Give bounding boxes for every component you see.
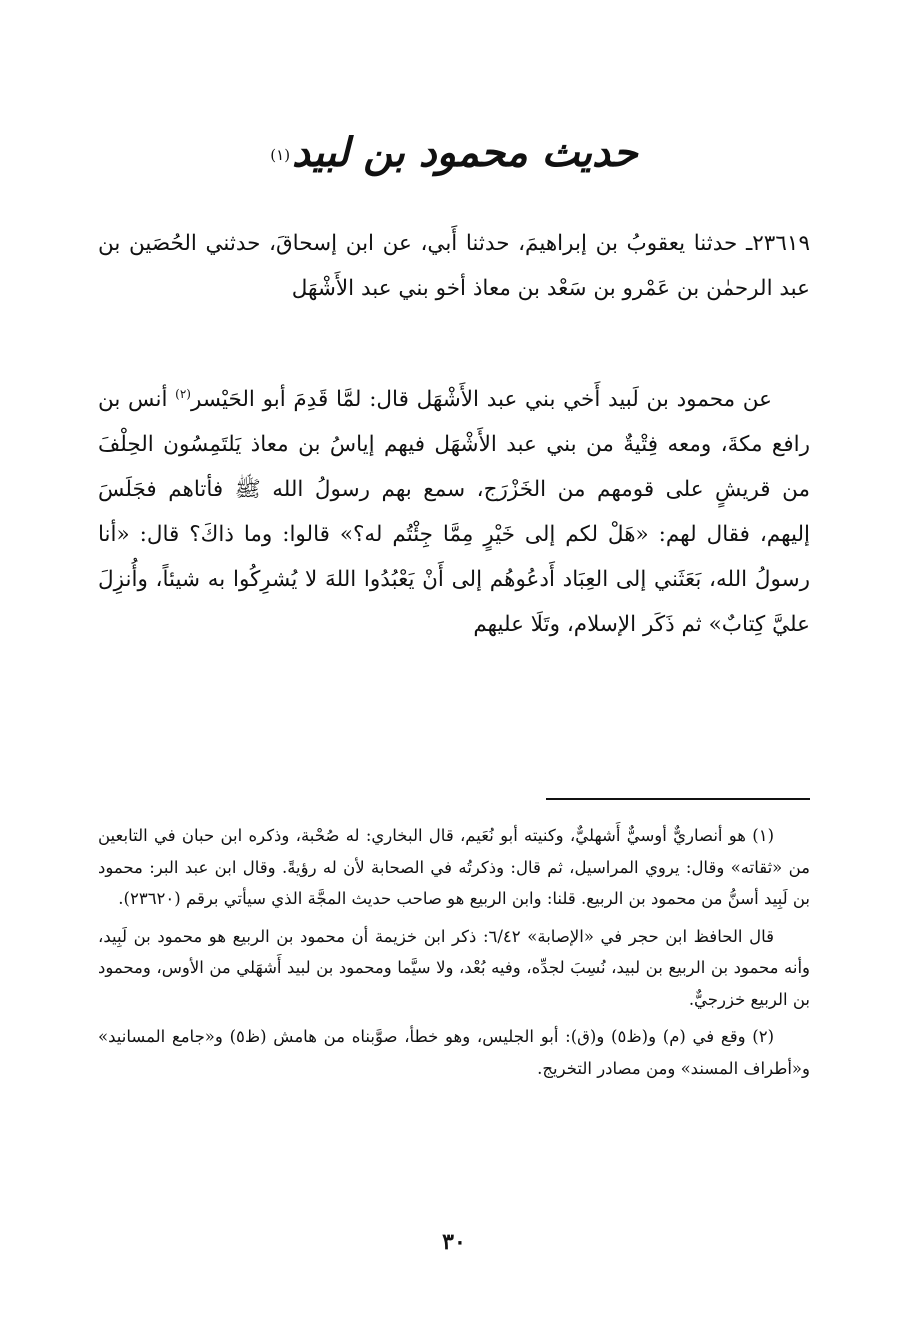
footnote-1: (١) هو أنصاريٌّ أوسيٌّ أَشهليٌّ، وكنيته أبو نُعَيم، قال البخاري: له صُحْبة، وذكره ابن حبان في التابعين من «ثقاته» وقال: يروي المراسيل، ثم قال: وذكرتُه في الصحابة لأن له رؤيةً. وقال ابن عبد البر: محمود بن لَبِيد أسنُّ من محمود بن الربيع. قلنا: وابن الربيع هو صاحب حديث المجَّة الذي سيأتي برقم (٢٣٦٢٠). bbox=[98, 826, 810, 908]
matn-text-rest: أنس بن رافع مكةَ، ومعه فِتْيةٌ من بني عبد الأَشْهَل فيهم إياسُ بن معاذ يَلتَمِسُون الحِلْفَ من قريشٍ على قومهم من الخَزْرَج، سمع بهم رسولُ الله ﷺ فأتاهم فجَلَسَ إليهم، فقال لهم: «هَلْ لكم إلى خَيْرٍ مِمَّا جِئْتُم له؟» قالوا: وما ذاكَ؟ قال: «أنا رسولُ الله، بَعَثَني إلى العِبَاد أَدعُوهُم إلى أَنْ يَعْبُدُوا اللهَ لا يُشرِكُوا به شيئاً، وأُنزِلَ عليَّ كِتابٌ» ثم ذَكَر الإسلام، وتَلَا عليهم bbox=[98, 387, 810, 638]
matn-text-start: عن محمود بن لَبيد أَخي بني عبد الأَشْهَل قال: لمَّا قَدِمَ أبو الحَيْسر bbox=[190, 387, 773, 413]
heading-footnote-marker: (١) bbox=[270, 145, 291, 164]
heading-title: حديث محمود بن لبيد bbox=[292, 129, 638, 176]
footnote-2: (٢) وقع في (م) و(ظ٥) و(ق): أبو الجليس، وهو خطأ، صوَّبناه من هامش (ظ٥) و«جامع المسانيد» و«أطراف المسند» ومن مصادر التخريج. bbox=[98, 1027, 810, 1078]
page-number: ٣٠ bbox=[442, 1229, 466, 1255]
footnotes bbox=[98, 820, 810, 1084]
hadith-matn-paragraph bbox=[98, 372, 810, 732]
footnote-separator bbox=[546, 798, 810, 800]
hadith-section-heading bbox=[0, 118, 908, 188]
hadith-isnad-paragraph: ٢٣٦١٩ـ حدثنا يعقوبُ بن إبراهيمَ، حدثنا أَبي، عن ابن إسحاقَ، حدثني الحُصَين بن عبد الرحمٰن بن عَمْرو بن سَعْد بن معاذ أخو بني عبد الأَشْهَل bbox=[98, 231, 810, 301]
footnote-marker-2: (٢) bbox=[175, 387, 191, 401]
main-text bbox=[98, 221, 810, 732]
footnote-1-continued: قال الحافظ ابن حجر في «الإصابة» ٦/٤٢: ذكر ابن خزيمة أن محمود بن الربيع هو محمود بن لَبِيد، وأنه محمود بن الربيع بن لبيد، نُسِبَ لجدِّه، وفيه بُعْد، ولا سيَّما ومحمود بن لبيد أَشهَلي من الأوس، ومحمود بن الربيع خزرجيٌّ. bbox=[98, 926, 810, 1009]
